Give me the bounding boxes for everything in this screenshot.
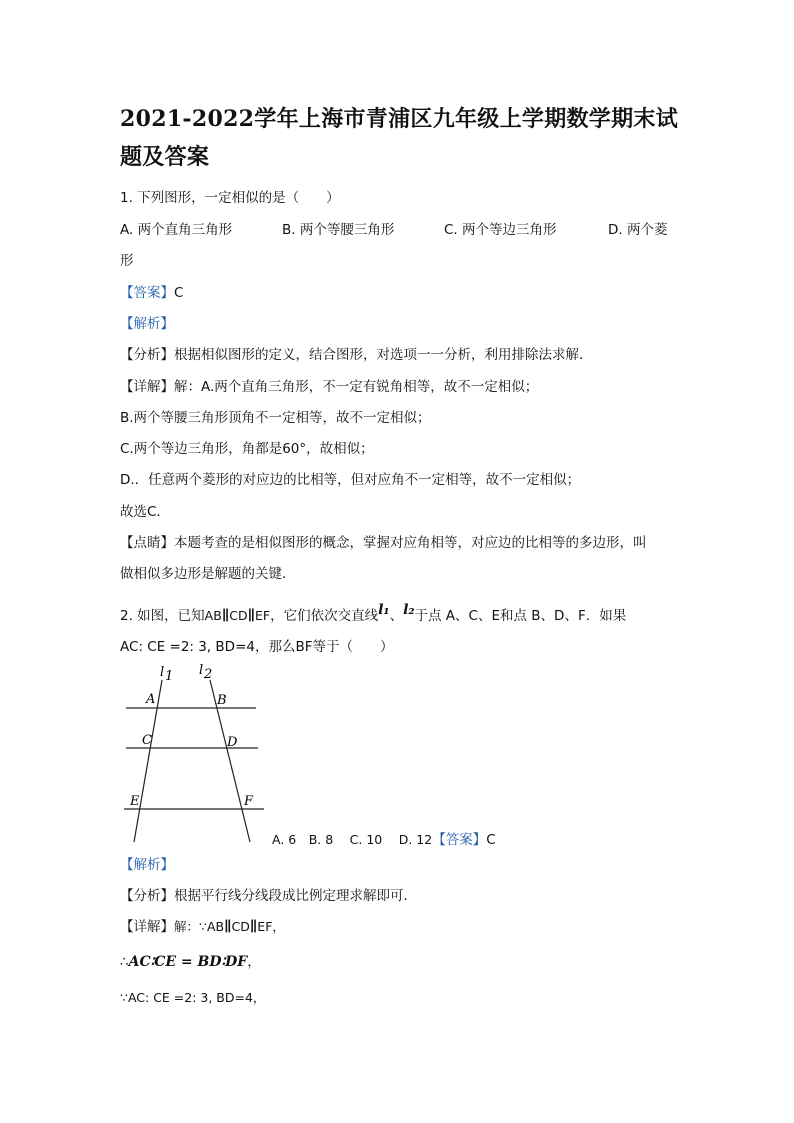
q2-stem-line [120,604,626,624]
q2-xiangjie-line [120,915,285,935]
parallel-symbol: ∥ [224,919,232,935]
q2-since-line: ∵AC: CE =2: 3, BD=4， [120,990,266,1005]
q1-stem: 1. 下列图形，一定相似的是（ ） [120,190,340,206]
dianjing-tag: 【点睛】 [120,535,174,551]
q2-answer: C [486,832,496,848]
q1-analysis-line [120,312,174,332]
q2-sep: 、 [389,608,404,624]
q2-ratio-line [120,950,261,970]
parallel-symbol: ∥ [221,608,230,624]
q2-stem-a: 2. 如图，已知 [120,608,205,624]
q1-option-c: C. 两个等边三角形 [444,222,557,238]
analysis-tag: 【解析】 [120,316,174,332]
q1-choose: 故选C． [120,504,170,520]
q1-dianjing-line [120,531,647,551]
q1-xiangjie: 解：A.两个直角三角形，不一定有锐角相等，故不一定相似； [174,379,539,395]
q2-ab: AB [204,608,222,623]
q2-ratio: AC∶CE = BD∶DF [128,954,248,970]
answer-tag: 【答案】 [120,285,174,301]
q2-xiangjie-a: 解：∵AB [174,919,225,934]
q2-cd: CD [229,608,248,623]
q2-analysis-line [120,853,174,873]
q1-option-d: D. 两个菱 [608,222,668,238]
q2-xiangjie-b: CD [231,919,250,934]
q1-fenxi: 根据相似图形的定义，结合图形，对选项一一分析，利用排除法求解． [174,347,593,363]
q1-line-d: D.．任意两个菱形的对应边的比相等，但对应角不一定相等，故不一定相似； [120,472,581,488]
q1-option-wrap: 形 [120,253,134,269]
transversal-l2 [210,680,250,842]
q1-xiangjie-line [120,375,538,395]
q2-l1: l₁ [378,602,390,618]
parallel-symbol: ∥ [249,919,258,935]
analysis-tag: 【解析】 [120,857,174,873]
q2-stem-c: 于点 A、C、E和点 B、D、F．如果 [414,608,627,624]
label-e: E [130,794,140,809]
xiangjie-tag: 【详解】 [120,379,174,395]
q1-line-c: C.两个等边三角形，角都是60°，故相似； [120,441,374,457]
label-l2: l [199,663,204,678]
label-d: D [227,735,238,750]
q2-fenxi-line [120,884,417,904]
q1-dianjing-2: 做相似多边形是解题的关键． [120,566,296,582]
label-c: C [142,733,152,748]
q2-options-answer-line [272,828,496,848]
q2-ef: EF [255,608,271,623]
parallel-lines-figure [118,658,268,848]
fenxi-tag: 【分析】 [120,888,174,904]
label-l2-sub: 2 [204,667,213,682]
q1-answer-line [120,281,183,301]
label-l1-sub: 1 [165,669,174,684]
q1-fenxi-line [120,343,593,363]
q1-option-b: B. 两个等腰三角形 [282,222,395,238]
q2-fenxi: 根据平行线分线段成比例定理求解即可． [174,888,417,904]
label-a: A [146,692,156,707]
q2-xiangjie-c: EF， [257,919,285,934]
q2-comma: ， [247,954,261,970]
q2-stem-b: ，它们依次交直线 [270,608,379,624]
fenxi-tag: 【分析】 [120,347,174,363]
q2-l2: l₂ [403,602,415,618]
page-title: 2021-2022学年上海市青浦区九年级上学期数学期末试题及答案 [120,106,678,170]
parallel-symbol: ∥ [247,608,256,624]
q1-answer: C [174,285,184,301]
q2-options: A. 6 B. 8 C. 10 D. 12 [272,832,433,847]
therefore-symbol: ∴ [120,954,129,970]
answer-tag: 【答案】 [432,832,487,848]
q2-line2: AC: CE =2: 3, BD=4，那么BF等于（ ） [120,639,394,655]
q1-dianjing-1: 本题考查的是相似图形的概念，掌握对应角相等，对应边的比相等的多边形，叫 [174,535,647,551]
label-b: B [217,693,227,708]
label-l1: l [160,665,165,680]
xiangjie-tag: 【详解】 [120,919,174,935]
label-f: F [244,794,254,809]
q1-option-a: A. 两个直角三角形 [120,222,233,238]
q1-options [120,218,680,238]
q1-line-b: B.两个等腰三角形顶角不一定相等，故不一定相似； [120,410,431,426]
